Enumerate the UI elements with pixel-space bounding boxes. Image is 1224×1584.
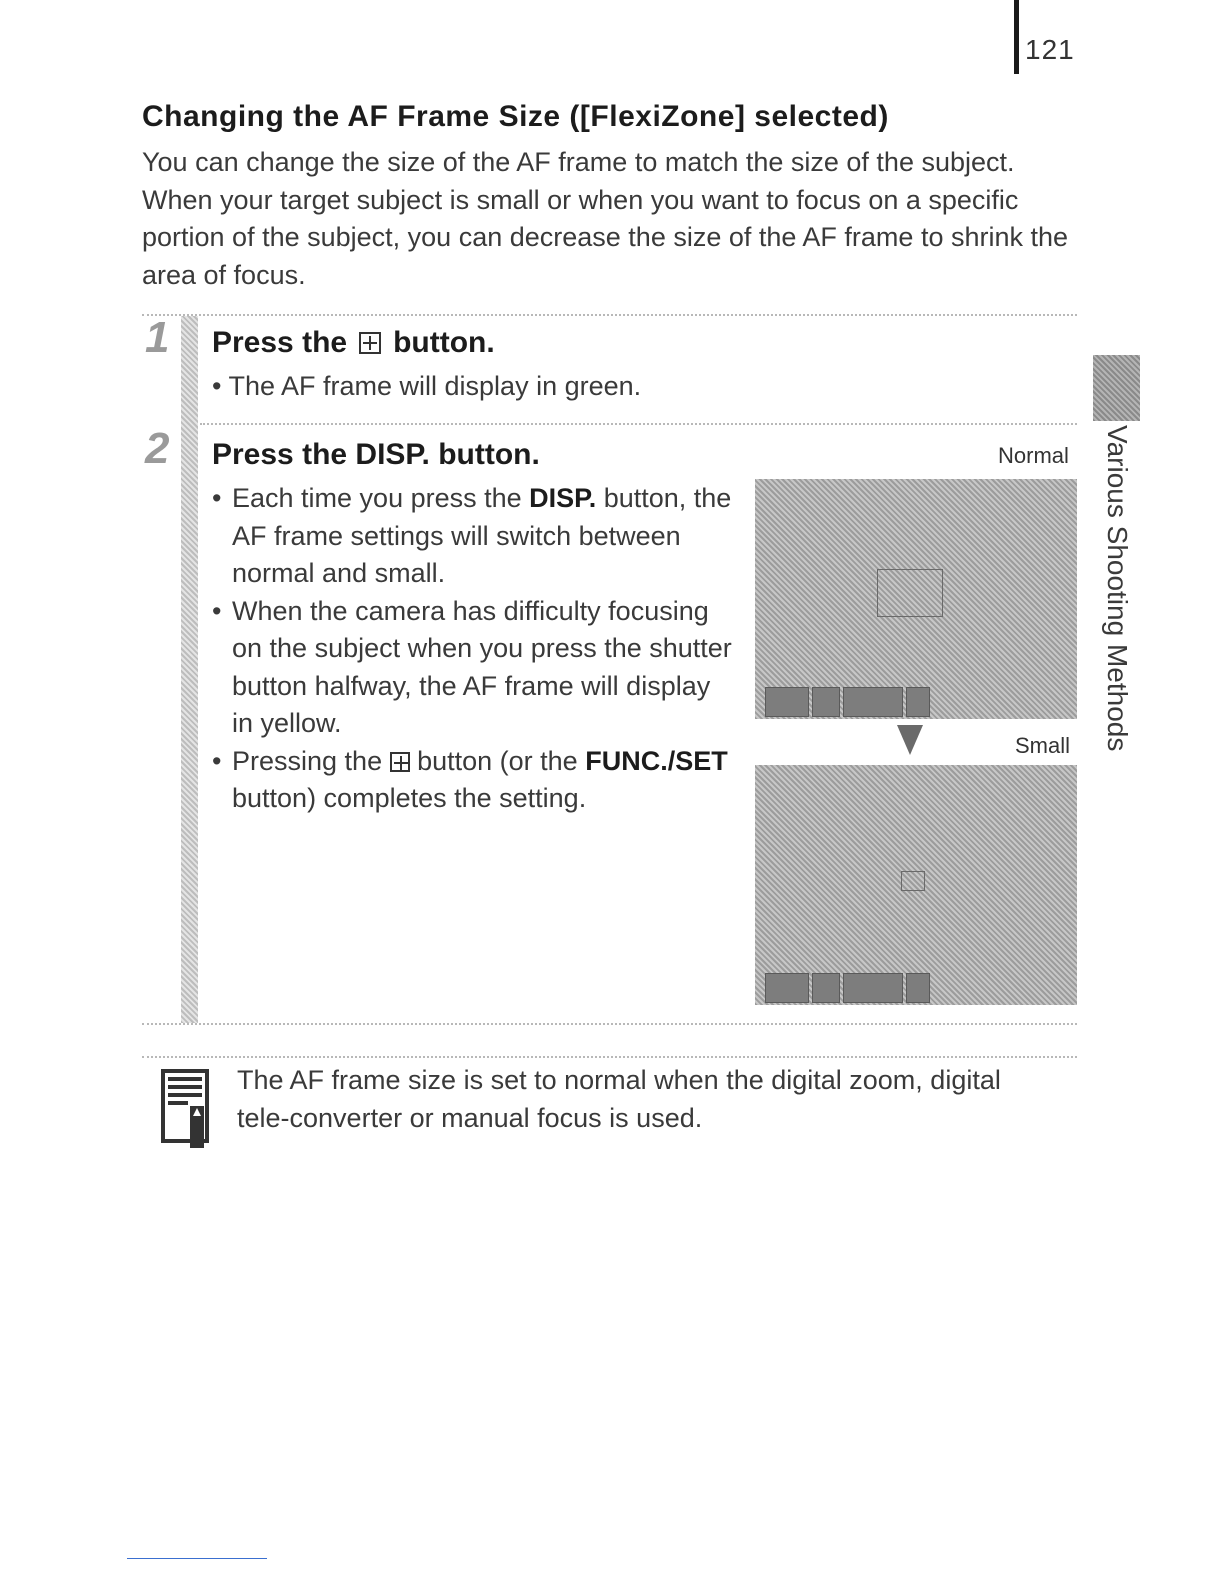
divider xyxy=(142,314,1077,316)
step-1-number: 1 xyxy=(145,313,170,362)
small-screen-label: Small xyxy=(1015,733,1071,758)
divider xyxy=(142,1056,1077,1058)
step-2-title: Press the DISP. button. xyxy=(212,438,540,471)
intro-paragraph: You can change the size of the AF frame to match the size of the subject. When your target subject is small or when you want to focus on a specific portion of the subject, you can decrease the size of the AF frame to shrink the area of focus. xyxy=(142,147,1069,290)
osd-icon xyxy=(906,687,930,717)
bullet-dot: • xyxy=(212,745,222,776)
osd-icon xyxy=(812,687,840,717)
bullet-dot: • xyxy=(212,483,222,513)
list-item xyxy=(212,480,737,593)
arrow-down-icon xyxy=(897,725,923,755)
divider xyxy=(200,423,1077,425)
step-1-bullet-text: The AF frame will display in green. xyxy=(228,371,642,401)
screen-osd-bar xyxy=(765,687,930,715)
step-1-title-end: button. xyxy=(393,326,495,359)
step-1-bullet xyxy=(212,368,641,406)
screen-osd-bar xyxy=(765,973,930,1001)
af-frame-normal xyxy=(877,569,943,617)
chapter-tab-marker xyxy=(1093,355,1140,421)
func-set-button-label: FUNC./SET xyxy=(585,745,728,776)
step-gutter-bar xyxy=(181,316,198,1023)
osd-icon xyxy=(812,973,840,1003)
section-heading: Changing the AF Frame Size ([FlexiZone] selected) xyxy=(142,100,889,133)
bullet-dot: • xyxy=(212,371,229,401)
list-item xyxy=(212,743,737,818)
bullet-text-end: button, the AF frame settings will switch between normal and small. xyxy=(232,483,732,588)
list-item xyxy=(212,593,737,743)
page-number-rule xyxy=(1014,0,1019,74)
osd-icon xyxy=(765,687,809,717)
bullet-dot: • xyxy=(212,595,222,626)
small-af-frame-screen xyxy=(755,765,1077,1005)
bullet-text-start: Each time you press the xyxy=(232,483,530,513)
osd-icon xyxy=(906,973,930,1003)
bullet-text-start: Pressing the xyxy=(232,745,390,776)
bullet-text-mid: button (or the xyxy=(409,745,586,776)
normal-screen-label: Normal xyxy=(998,443,1069,468)
bullet-text-end: button) completes the setting. xyxy=(232,783,587,813)
af-frame-selector-button-icon xyxy=(390,752,410,772)
chapter-tab xyxy=(1093,425,1140,755)
osd-icon xyxy=(843,687,903,717)
step-1-title-start: Press the xyxy=(212,326,348,359)
normal-af-frame-screen xyxy=(755,479,1077,719)
bullet-text: When the camera has difficulty focusing on the subject when you press the shutter button halfway, the AF frame will display in yellow. xyxy=(232,595,732,738)
step-2-number: 2 xyxy=(145,424,170,473)
disp-button-label: DISP. xyxy=(529,483,597,513)
divider xyxy=(142,1023,1077,1025)
af-frame-selector-button-icon xyxy=(359,332,381,354)
page-number: 121 xyxy=(1025,34,1075,65)
memo-note-icon xyxy=(160,1068,210,1150)
step-1-title xyxy=(212,326,495,360)
note-text: The AF frame size is set to normal when the digital zoom, digital tele-converter or manual focus is used. xyxy=(237,1065,1001,1133)
osd-icon xyxy=(843,973,903,1003)
osd-icon xyxy=(765,973,809,1003)
footer-rule xyxy=(127,1558,267,1559)
chapter-tab-label: Various Shooting Methods xyxy=(1101,425,1133,752)
af-frame-small xyxy=(901,871,925,891)
step-2-bullet-list xyxy=(212,480,737,818)
